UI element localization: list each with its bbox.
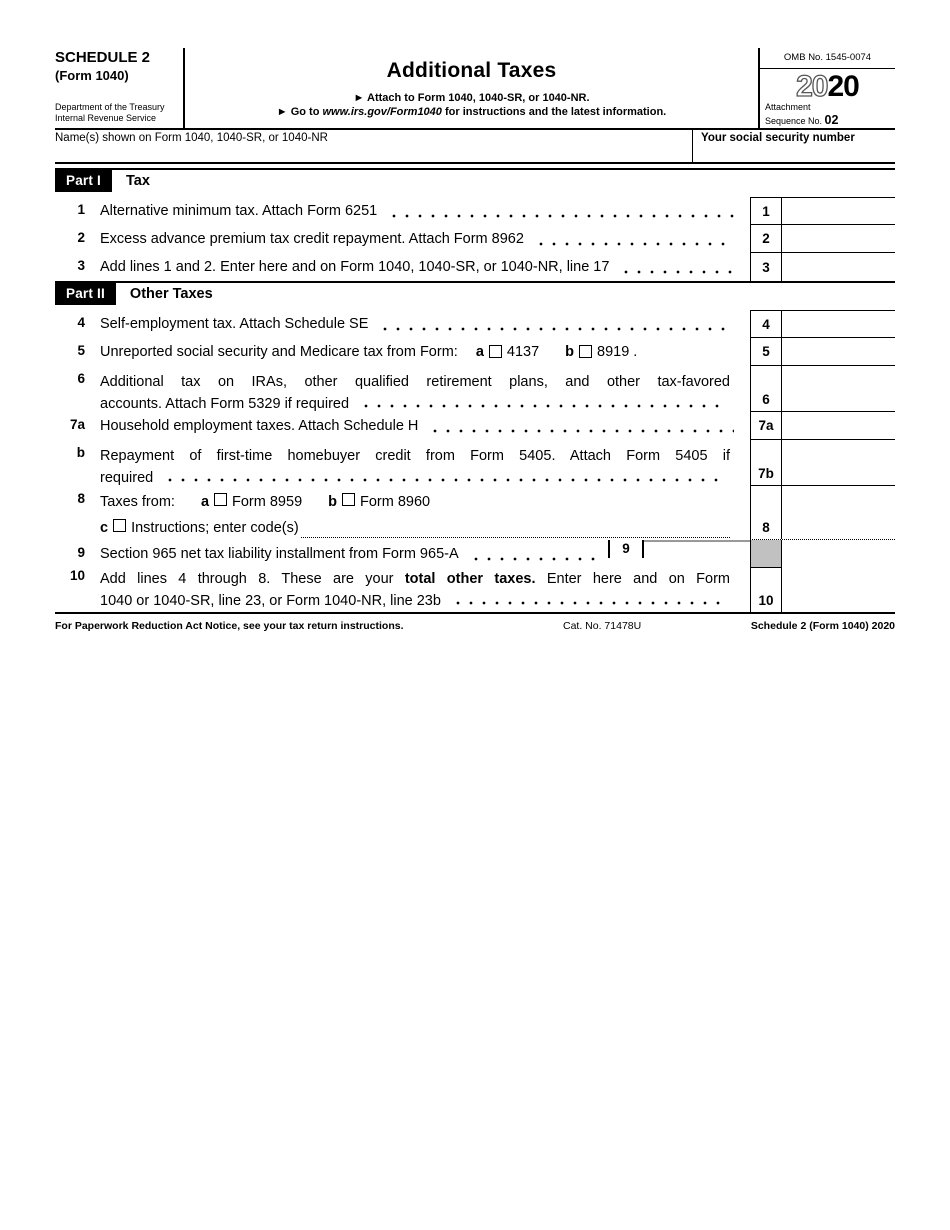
line-7b-number: b	[76, 445, 85, 460]
line-7b-row	[55, 440, 895, 486]
line-4-row	[55, 310, 895, 338]
line-9-box-label: 9	[608, 540, 644, 558]
line-4-description	[100, 310, 750, 338]
line-6-text: accounts. Attach Form 5329 if required	[100, 396, 350, 412]
line-10-text: 1040 or 1040-SR, line 23, or Form 1040-NR, line 23b	[100, 593, 441, 609]
line-9-right-area	[782, 540, 895, 568]
part2-badge: Part II	[55, 283, 116, 305]
line-7a-number: 7a	[69, 417, 85, 432]
part2-table	[55, 310, 895, 614]
line-7a-box-label: 7a	[750, 412, 782, 439]
sequence-label: Sequence No.	[765, 116, 825, 127]
line-5-amount-field[interactable]	[782, 338, 895, 365]
line-9-row	[55, 540, 895, 568]
line-5-boxes	[750, 338, 895, 366]
line-1-description	[100, 197, 750, 225]
line-6-box-label: 6	[750, 366, 782, 411]
dot-leader	[387, 210, 734, 222]
line-9-boxes	[750, 540, 895, 568]
line-1-text: Alternative minimum tax. Attach Form 6251	[100, 203, 378, 219]
instructions-codes-checkbox[interactable]	[113, 519, 126, 532]
line-9-shaded-cell	[750, 540, 782, 568]
line-4-boxes	[750, 310, 895, 338]
form-8919-checkbox[interactable]	[579, 345, 592, 358]
line-8-intro: Taxes from:	[100, 494, 175, 510]
attachment-word: Attachment	[765, 102, 811, 112]
line-8c-text: Instructions; enter code(s)	[131, 520, 299, 536]
line-7a-amount-field[interactable]	[782, 412, 895, 439]
ssn-field-label: Your social security number	[701, 132, 855, 144]
schedule-number: SCHEDULE 2	[55, 49, 151, 66]
line-2-boxes	[750, 225, 895, 253]
dot-leader	[451, 597, 724, 609]
line-8-row	[55, 486, 895, 540]
attach-instruction: ► Attach to Form 1040, 1040-SR, or 1040-NR.	[353, 92, 590, 104]
form-8959-label: Form 8959	[232, 494, 303, 510]
line-3-boxes	[750, 253, 895, 281]
form-4137-checkbox[interactable]	[489, 345, 502, 358]
line-1-box-label: 1	[750, 198, 782, 224]
line-1-number: 1	[77, 202, 85, 217]
line-10-amount-field[interactable]	[782, 568, 895, 612]
tax-year-outline-digits: 20	[796, 70, 828, 103]
line-5-box-label: 5	[750, 338, 782, 365]
dot-leader	[428, 425, 734, 437]
line-2-number: 2	[77, 230, 85, 245]
form-8919-label: 8919 .	[597, 344, 638, 360]
line-4-amount-field[interactable]	[782, 311, 895, 337]
dot-leader	[469, 553, 602, 565]
paperwork-notice: For Paperwork Reduction Act Notice, see your tax return instructions.	[55, 620, 404, 632]
line-10-text-bold: total other taxes.	[404, 571, 536, 587]
line-3-description	[100, 253, 750, 281]
header-left-block	[55, 48, 185, 128]
line-3-amount-field[interactable]	[782, 253, 895, 281]
form-title: Additional Taxes	[386, 59, 557, 82]
line-5-number: 5	[77, 343, 85, 358]
line-5a-label: a	[475, 344, 484, 360]
line-5-description	[100, 338, 750, 366]
line-10-row	[55, 568, 895, 612]
name-field[interactable]	[55, 130, 692, 162]
line-6-description	[100, 366, 750, 412]
line-8-number: 8	[77, 491, 85, 506]
line-9-description	[100, 540, 750, 568]
line-9-text: Section 965 net tax liability installment from Form 965-A	[100, 546, 459, 562]
line-10-text-line1	[100, 568, 740, 590]
line-6-text-line1: Additional tax on IRAs, other qualified retirement plans, and other tax-favored	[100, 374, 730, 390]
attachment-sequence	[760, 102, 895, 132]
line-5-text: Unreported social security and Medicare tax from Form:	[100, 344, 458, 360]
line-1-row	[55, 197, 895, 225]
tax-year-bold-digits: 20	[827, 70, 859, 103]
line-8a-label: a	[200, 494, 210, 510]
omb-number: OMB No. 1545-0074	[760, 48, 895, 69]
header-center-block	[185, 48, 758, 128]
catalog-number: Cat. No. 71478U	[563, 620, 642, 632]
part1-header	[55, 168, 895, 192]
line-10-text-pre: Add lines 4 through 8. These are your	[100, 571, 405, 587]
sequence-line	[765, 113, 895, 129]
line-7b-description	[100, 440, 750, 486]
line-7a-boxes	[750, 412, 895, 440]
form-id-footer: Schedule 2 (Form 1040) 2020	[750, 620, 895, 632]
part1-table	[55, 197, 895, 281]
part1-title: Tax	[125, 173, 150, 189]
line-3-row	[55, 253, 895, 281]
line-5-row	[55, 338, 895, 366]
form-header	[55, 48, 895, 130]
irs-url: www.irs.gov/Form1040	[322, 106, 442, 118]
line-10-boxes	[750, 568, 895, 612]
dot-leader	[359, 400, 724, 412]
line-8-subrow-c	[100, 517, 740, 539]
dot-leader	[378, 323, 734, 335]
sequence-number: 02	[824, 113, 839, 128]
goto-prefix: ► Go to	[276, 106, 323, 118]
line-8-description	[100, 486, 750, 540]
line-8-subrow-ab	[100, 491, 740, 513]
line-7b-text-line1: Repayment of first-time homebuyer credit from Form 5405. Attach Form 5405 if	[100, 448, 730, 464]
line-2-box-label: 2	[750, 225, 782, 252]
line-9-number: 9	[77, 545, 85, 560]
line-10-description	[100, 568, 750, 612]
line-8c-label: c	[100, 520, 109, 536]
line-8b-label: b	[328, 494, 337, 510]
part1-badge: Part I	[55, 170, 112, 192]
line-8-box-label: 8	[750, 486, 782, 539]
line-4-text: Self-employment tax. Attach Schedule SE	[100, 316, 369, 332]
line-3-text: Add lines 1 and 2. Enter here and on Form 1040, 1040-SR, or 1040-NR, line 17	[100, 259, 610, 275]
line-2-row	[55, 225, 895, 253]
agency-lines	[55, 102, 183, 128]
name-field-label: Name(s) shown on Form 1040, 1040-SR, or 1040-NR	[55, 132, 328, 144]
line-4-number: 4	[77, 315, 85, 330]
dot-leader	[534, 238, 734, 250]
line-2-text: Excess advance premium tax credit repayment. Attach Form 8962	[100, 231, 524, 247]
line-8-boxes	[750, 486, 895, 540]
line-6-number: 6	[77, 371, 85, 386]
part2-title: Other Taxes	[129, 286, 213, 302]
goto-instruction	[185, 106, 758, 118]
form-8960-label: Form 8960	[360, 494, 431, 510]
line-1-amount-field[interactable]	[782, 198, 895, 224]
line-2-amount-field[interactable]	[782, 225, 895, 252]
line-7a-row	[55, 412, 895, 440]
line-7b-amount-field[interactable]	[782, 440, 895, 485]
dot-leader	[619, 266, 734, 278]
dot-leader	[163, 474, 724, 486]
line-3-box-label: 3	[750, 253, 782, 281]
line-6-amount-field[interactable]	[782, 366, 895, 411]
agency-line-1: Department of the Treasury	[55, 101, 165, 112]
line-5b-label: b	[565, 344, 575, 360]
line-10-text-post: Enter here and on Form	[535, 571, 731, 587]
line-6-row	[55, 366, 895, 412]
line-8-amount-field[interactable]	[782, 486, 895, 539]
parent-form-number: (Form 1040)	[55, 68, 129, 83]
goto-suffix: for instructions and the latest information.	[441, 106, 667, 118]
line-7a-description	[100, 412, 750, 440]
form-8960-checkbox[interactable]	[342, 493, 355, 506]
header-right-block	[758, 48, 895, 128]
ssn-field[interactable]	[692, 130, 895, 162]
line-4-box-label: 4	[750, 311, 782, 337]
line-1-boxes	[750, 197, 895, 225]
codes-entry-field[interactable]	[301, 517, 730, 538]
line-10-box-label: 10	[750, 568, 782, 612]
line-10-text-line2	[100, 590, 740, 612]
line-7b-boxes	[750, 440, 895, 486]
line-7b-box-label: 7b	[750, 440, 782, 485]
tax-year	[760, 69, 895, 102]
form-4137-label: 4137	[506, 344, 540, 360]
line-10-number: 10	[69, 568, 85, 583]
line-7b-text: required	[100, 470, 154, 486]
part2-header	[55, 281, 895, 305]
line-6-boxes	[750, 366, 895, 412]
line-9-amount-field[interactable]	[644, 540, 750, 542]
form-page	[55, 48, 895, 632]
agency-line-2: Internal Revenue Service	[55, 113, 157, 124]
identity-row	[55, 130, 895, 164]
form-8959-checkbox[interactable]	[214, 493, 227, 506]
line-7a-text: Household employment taxes. Attach Schedule H	[100, 418, 419, 434]
line-2-description	[100, 225, 750, 253]
form-footer	[55, 620, 895, 632]
line-3-number: 3	[77, 258, 85, 273]
